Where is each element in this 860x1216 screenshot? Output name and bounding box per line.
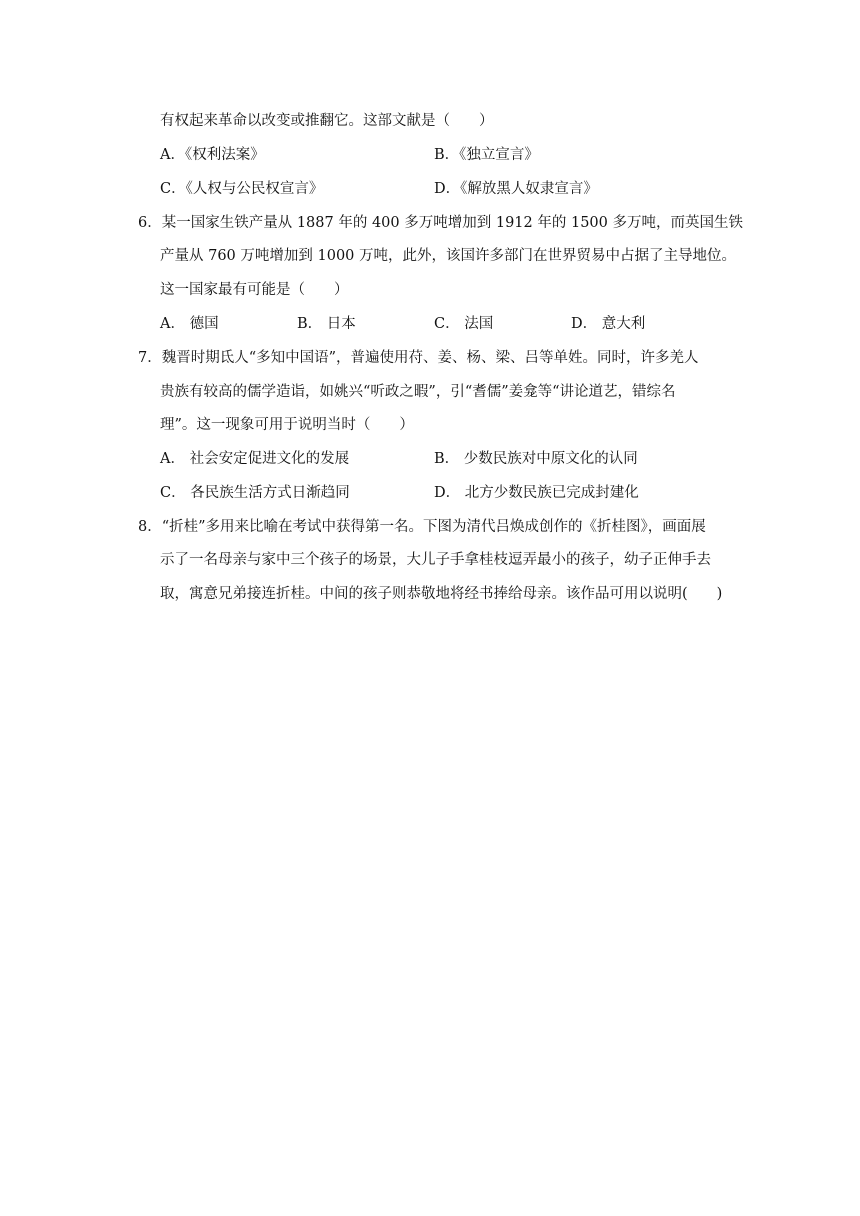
q6-option-b[interactable]: B． 日本 (297, 316, 356, 332)
q5-stem-tail: 有权起来革命以改变或推翻它。这部文献是（ ） (160, 113, 494, 129)
q7-stem-line2: 贵族有较高的儒学造诣，如姚兴“听政之暇”，引“耆儒”姜龛等“讲论道艺，错综名 (160, 384, 676, 400)
q5-option-d[interactable]: D．《解放黑人奴隶宣言》 (434, 181, 598, 197)
q8-stem-line3: 取，寓意兄弟接连折桂。中间的孩子则恭敬地将经书捧给母亲。该作品可用以说明( ) (160, 586, 723, 602)
q5-option-a[interactable]: A．《权利法案》 (160, 147, 265, 163)
q6-stem-line2: 产量从 760 万吨增加到 1000 万吨，此外，该国许多部门在世界贸易中占据了主导地位。 (160, 248, 737, 264)
q7-stem-line1: 7．魏晋时期氐人“多知中国语”，普遍使用苻、姜、杨、梁、吕等单姓。同时，许多羌人 (138, 350, 699, 366)
q6-option-d[interactable]: D． 意大利 (571, 316, 646, 332)
q5-option-c[interactable]: C．《人权与公民权宣言》 (160, 181, 324, 197)
q7-option-d[interactable]: D． 北方少数民族已完成封建化 (434, 485, 639, 501)
q7-stem-line3: 理”。这一现象可用于说明当时（ ） (160, 417, 414, 433)
q5-option-b[interactable]: B．《独立宣言》 (434, 147, 539, 163)
q6-option-a[interactable]: A． 德国 (160, 316, 219, 332)
q7-option-b[interactable]: B． 少数民族对中原文化的认同 (434, 451, 638, 467)
q7-option-a[interactable]: A． 社会安定促进文化的发展 (160, 451, 350, 467)
q7-option-c[interactable]: C． 各民族生活方式日渐趋同 (160, 485, 350, 501)
q8-stem-line2: 示了一名母亲与家中三个孩子的场景，大儿子手拿桂枝逗弄最小的孩子，幼子正伸手去 (160, 552, 711, 568)
q8-stem-line1: 8．“折桂”多用来比喻在考试中获得第一名。下图为清代吕焕成创作的《折桂图》，画面展 (138, 519, 706, 535)
q6-stem-line3: 这一国家最有可能是（ ） (160, 282, 349, 298)
q6-option-c[interactable]: C． 法国 (434, 316, 494, 332)
q6-stem-line1: 6．某一国家生铁产量从 1887 年的 400 多万吨增加到 1912 年的 1500 多万吨，而英国生铁 (138, 215, 743, 231)
